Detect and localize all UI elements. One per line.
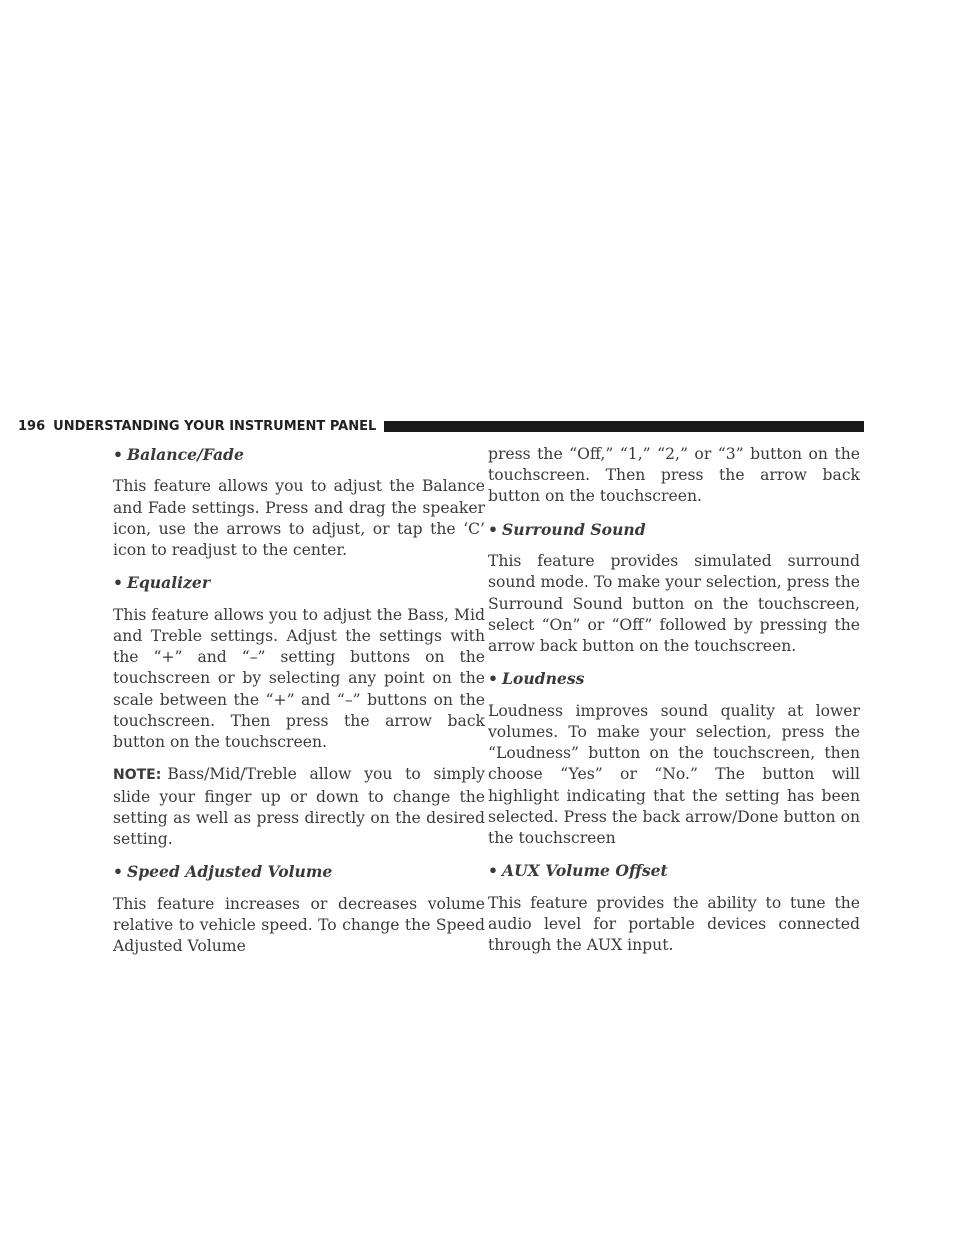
paragraph-equalizer: This feature allows you to adjust the Bass, Mid and Treble settings. Adjust the settings with the “+” and “–” setting buttons on the touchscreen or by selecting any point on the scale between the “+” and “–” buttons on the touchscreen. Then press the arrow back button on the touchscreen.: [113, 605, 485, 751]
paragraph-speed-adjusted-volume: This feature increases or decreases volume relative to vehicle speed. To change the Speed Adjusted Volume: [113, 894, 485, 956]
bullet-heading-speed-adjusted-volume: • Speed Adjusted Volume: [113, 862, 333, 882]
bullet-dot-icon: •: [113, 862, 123, 882]
bullet-dot-icon: •: [488, 519, 498, 539]
bullet-heading-balance-fade: • Balance/Fade: [113, 445, 244, 464]
right-column: [488, 444, 860, 968]
paragraph-aux-volume-offset: This feature provides the ability to tune the audio level for portable devices connected through the AUX input.: [488, 893, 860, 955]
bullet-dot-icon: •: [488, 861, 498, 881]
paragraph-speed-adjusted-volume-cont: press the “Off,” “1,” “2,” or “3” button on the touchscreen. Then press the arrow back button on the touchscreen.: [488, 445, 860, 506]
note-text: Bass/Mid/Treble allow you to simply slide your finger up or down to change the setting as well as press directly on the desired setting.: [113, 765, 485, 848]
paragraph-loudness: Loudness improves sound quality at lower volumes. To make your selection, press the “Loudness” button on the touchscreen, then choose “Yes” or “No.” The button will highlight indicating that the setting has been selected. Press the back arrow/Done button on the touchscreen: [488, 701, 860, 847]
note-label: NOTE:: [113, 767, 162, 784]
left-column: [113, 444, 485, 969]
bullet-dot-icon: •: [488, 669, 498, 689]
paragraph-surround-sound: This feature provides simulated surround sound mode. To make your selection, press the Surround Sound button on the touchscreen, select “On” or “Off” followed by pressing the arrow back button on the touchscreen.: [488, 552, 860, 655]
bullet-heading-equalizer: • Equalizer: [113, 573, 211, 593]
bullet-heading-surround-sound: • Surround Sound: [488, 519, 646, 539]
bullet-dot-icon: •: [113, 573, 123, 593]
page-number: 196: [18, 418, 46, 434]
header-rule-bar: [384, 421, 864, 432]
section-title: UNDERSTANDING YOUR INSTRUMENT PANEL: [53, 418, 377, 434]
bullet-heading-loudness: • Loudness: [488, 669, 585, 689]
bullet-dot-icon: •: [113, 445, 123, 464]
paragraph-balance-fade: This feature allows you to adjust the Balance and Fade settings. Press and drag the speaker icon, use the arrows to adjust, or tap the ‘C’ icon to readjust to the center.: [113, 477, 485, 559]
bullet-heading-aux-volume-offset: • AUX Volume Offset: [488, 861, 668, 881]
page-header: [18, 418, 864, 434]
note-paragraph: [113, 764, 485, 850]
